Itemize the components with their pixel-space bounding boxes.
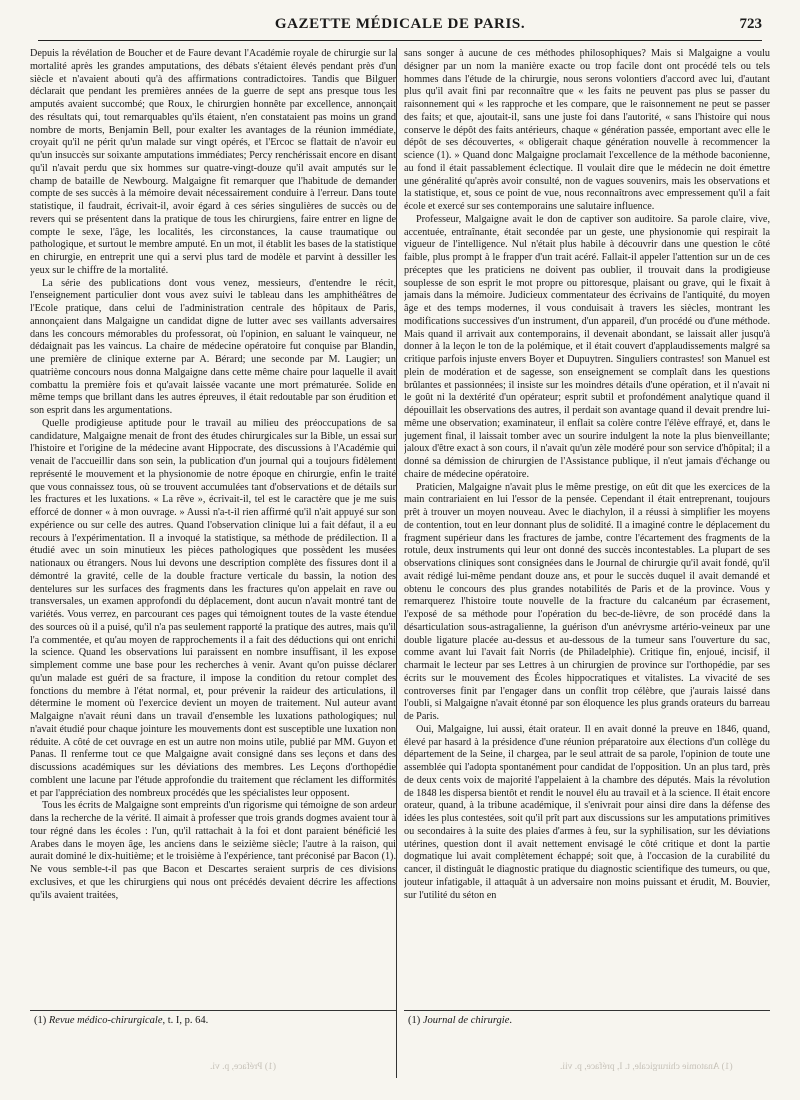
paragraph: Praticien, Malgaigne n'avait plus le même prestige, on eût dit que les exercices de la main contrariaient en lui l'essor de la pensée. Cependant il était entreprenant, toujours prêt à trouver un moyen nouveau. Avec le diachylon, il a réussi à simplifier les moyens de contention, tout en leur donnant plus de solidité. Il a imaginé contre le déplacement du fragment supérieur dans les fractures de jambe, contre l'écartement des fragments de la rotule, deux instruments qui leur ont donné des succès incontestables. La plupart de ses observations cliniques sont consignées dans le Journal de chirurgie qu'il avait fondé, qu'il avait rédigé lui-même pendant douze ans, et pour le succès duquel il avait demandé et obtenu le concours des plus grandes notabilités de Paris et de la province. Vous y remarquerez l'histoire toute nouvelle de la fracture du calcanéum par écrasement, l'exposé de sa méthode pour l'opération du bec-de-lièvre, de son procédé dans la désarticulation sous-astragalienne, la guérison d'un anévrysme artério-veineux par une double ligature placée au-dessus et au-dessous de la tumeur sans l'ouverture du sac, comme avant lui l'avait fait Norris (de Philadelphie). Critique fin, enjoué, incisif, il charmait le lecteur par ses Lettres à un chirurgien de province sur l'orthopédie, par ses écrits sur le mouvement des Écoles hippocratiques et vitalistes. La vivacité de ses controverses finit par l'engager dans un conflit trop célèbre, que j'aurais laissé dans l'oubli, si Malgaigne n'avait étonné par son éloquence les plus grands orateurs du barreau de Paris.: [404, 481, 770, 722]
running-header: [38, 14, 762, 41]
paragraph: Oui, Malgaigne, lui aussi, était orateur. Il en avait donné la preuve en 1846, quand, élevé par hasard à la présidence d'une réunion préparatoire aux élections d'un collège du département de la Seine, il chargea, par le seul attrait de sa parole, l'opinion de toute une assemblée qui l'adopta spontanément pour candidat de l'opposition. Un an plus tard, près de deux cents voix de majorité l'appelaient à la chambre des députés. Mais la révolution de 1848 les dispersa bientôt et rendit le nouvel élu au travail et à la science. Il était encore orateur, quand, à la tribune académique, il s'enivrait pour ainsi dire dans la défense des idées les plus contestées, soit qu'il prît part aux discussions sur les amputations primitives ou secondaires à la suite des plaies d'armes à feu, sur la syphilisation, sur les déviations utérines, question dont il avait nettement envisagé le côté critique et dont la partie dogmatique lui avait complètement échappé; soit que, à l'occasion de la curabilité du cancer, il distinguât le diagnostic pratique du diagnostic scientifique des tumeurs, ou que, jouteur infatigable, il attaquât à un adversaire non moins puissant et érudit, M. Bouvier, sur l'utilité du séton en: [404, 723, 770, 901]
footnote-source: Journal de chirurgie: [422, 1015, 510, 1026]
paragraph: Tous les écrits de Malgaigne sont empreints d'un rigorisme qui témoigne de son ardeur dans la recherche de la vérité. Il aimait à professer que trois grands dogmes avaient tour à tour régné dans les écoles : l'un, qu'il rattachait à la foi et dont paraient bénéficié les Arabes dans le moyen âge, les anciens dans le seizième siècle; l'autre à la raison, qui aurait dominé le dix-huitième; et le troisième à l'expérience, tant préconisé par Bacon (1). Ne vous semble-t-il pas que Bacon et Descartes seraient surpris de ces divisions exclusives, et que les chirurgiens qui nous ont précédés devaient décrire les affections qu'ils avaient traitées,: [30, 800, 396, 901]
paragraph: Professeur, Malgaigne avait le don de captiver son auditoire. Sa parole claire, vive, accentuée, entraînante, était secondée par un geste, une physionomie qui respirait la vigueur de l'intelligence. Nul n'était plus habile à découvrir dans une question le côté faible, plus prompt à le frapper d'un trait acéré. Fallait-il appeler l'attention sur un de ces préceptes que les praticiens ne doivent pas oublier, il trouvait dans la prodigieuse souplesse de son esprit le mot propre ou pittoresque, plaisant ou grave, qui le fixait à jamais dans la mémoire. Judicieux commentateur des écrivains de l'antiquité, du moyen âge et des temps modernes, il vous conduisait à travers les siècles, montrant les modifications successives d'un instrument, d'un appareil, d'un procédé ou d'une méthode. Mais quand il arrivait aux contemporains, il devenait abondant, se laissait aller jusqu'à donner à la leçon le ton de la polémique, et il était couvert d'applaudissements malgré sa critique parfois injuste envers Boyer et Dupuytren. Singuliers contrastes! son Manuel est plein de modération et de sagesse, son enseignement se complaît dans les questions brûlantes et passionnées; il insiste sur les moindres détails d'une opération, et il n'avait ni le goût ni la dextérité d'un opérateur; esprit subtil et profondément analytique quand il dépouillait les observations des autres, il perdait son avantage quand il devait prendre lui-même une observation; examinateur, il enflait sa colère contre l'élève effrayé, et, dans le jugement final, il laissait tomber avec un sourire indulgent la note la plus bienveillante; jaloux d'être exact à son cours, il n'avait qu'un zèle modéré pour son service d'hôpital; il a donné sa démission de chirurgien de l'Assistance publique, il n'eut jamais d'échange ou chaire de médecine opératoire.: [404, 213, 770, 480]
footnote-rule: [404, 1010, 770, 1011]
footnote-mark: (1): [34, 1015, 47, 1026]
bleed-through-text: (1) Anatomie chirurgicale, t. I, préface, p. vii.: [560, 1062, 733, 1072]
left-column: [30, 48, 396, 1003]
bleed-through-text: (1) Préface, p. vi.: [210, 1062, 276, 1072]
footnote-right: [408, 1015, 774, 1026]
paragraph: sans songer à aucune de ces méthodes philosophiques? Mais si Malgaigne a voulu désigner par un nom la manière exacte ou trop facile dont ont procédé tels ou tels hommes dans l'étude de la chirurgie, nous serons volontiers d'accord avec lui, d'autant plus qu'il avait fini par reconnaître que « les faits ne peuvent pas plus se passer du raisonnement qui « les rapproche et les compare, que le raisonnement ne peut se passer des faits; et que, ajoutait-il, sans une juste foi dans l'autorité, « sans l'histoire qui nous conserve le dépôt des faits antérieurs, chaque « génération passée, emportant avec elle le dépôt de ses découvertes, « obligerait chaque génération nouvelle à recommencer la science (1). » Quand donc Malgaigne proclamait l'excellence de la méthode baconienne, au fond il était passablement éclectique. Il voulait dire que le médecin ne doit émettre une généralité qu'après avoir consulté, non de vagues souvenirs, mais les observations et la statistique, et, sous ce point de vue, nous reconnaîtrons avec empressement qu'il a fait école et exercé sur ses contemporains une salutaire influence.: [404, 48, 770, 212]
paragraph: Quelle prodigieuse aptitude pour le travail au milieu des préoccupations de sa candidature, Malgaigne menait de front des études chirurgicales sur la Bible, un essai sur l'histoire et l'origine de la médecine avant Hippocrate, des discussions à l'Académie qui venait de l'accueillir dans son sein, la publication d'un journal qui a toujours fidèlement représenté le mouvement et la physionomie de notre époque en chirurgie, enfin le traité que vous connaissez tous, où se trouvent accumulées tant d'observations et de détails sur les fractures et les luxations. « La rêve », écrivait-il, tel est le caractère que je me suis efforcé de donner « à mon ouvrage. » Aussi n'a-t-il rien affirmé qu'il n'ait appuyé sur son expérience ou sur celle des autres. Quand l'observation clinique lui a fait défaut, il a eu recours à l'expérimentation. Il a invoqué la statistique, sa méthode de prédilection. Il a étudié avec un soin minutieux les pièces pathologiques que possèdent les musées nationaux ou étrangers. Nous lui devons une description complète des fissures dont il a démontré la gravité, celle de la double fracture verticale du bassin, la notion des dentelures sur les surfaces des fragments dans les fractures qu'on appelait en rave ou transversales, un examen approfondi du déplacement, dont aucun n'avait montré tant de variétés. Vous verrez, en parcourant ces pages qui témoignent toutes de la vaste étendue des sources où il a puisé, qu'il n'a pas seulement rapporté la pratique des autres, mais qu'il l'a commentée, et qu'au moyen de rapprochements il a fait des déductions qui ont enrichi la science. Quand les observations lui paraissent en nombre insuffisant, il les expose simplement comme une base pour les recherches à venir. Avant qu'on puisse déclarer qu'un malade est guéri de sa fracture, il impose la condition du retour complet des fonctions du membre à l'état normal, et, pour prévenir la raideur des articulations, il détermine le moment où l'exercice devient un moyen de traitement. Nul auteur avant Malgaigne n'avait réuni dans un travail d'ensemble les luxations pathologiques; nul n'avait étudié pour chaque jointure les mouvements dont est susceptible une luxation non réduite. A côté de cet ouvrage en est un autre non moins utile, publié par MM. Guyon et Panas. Il renferme tout ce que Malgaigne avait consigné dans ses leçons et dans des discussions académiques sur les déviations des membres. Les Leçons d'orthopédie comblent une lacune par l'étude approfondie du traitement que réclament les difformités et par l'appréciation des nombreux procédés que les spécialistes leur opposent.: [30, 417, 396, 799]
journal-title: GAZETTE MÉDICALE DE PARIS.: [274, 16, 526, 32]
footnote-ref: .: [509, 1015, 513, 1026]
footnote-mark: (1): [408, 1015, 421, 1026]
paragraph: Depuis la révélation de Boucher et de Faure devant l'Académie royale de chirurgie sur la mortalité après les grandes amputations, des débats s'étaient élevés pendant près d'un siècle et n'avaient abouti qu'à des affirmations contradictoires. Tandis que Bilguer déclarait que pendant les premières années de la guerre de sept ans presque tous les amputés avaient succombé; que Roux, le chirurgien honnête par excellence, annonçait des résultats qui, tout remarquables qu'ils étaient, n'en constataient pas moins un grand nombre de morts, Benjamin Bell, pour exalter les avantages de la réunion immédiate, croyait qu'il ne périt qu'un malade sur vingt opérés, et l'Ercoc se flattait de n'avoir eu qu'un insuccès sur soixante amputations immédiates; Percy renchérissait encore en disant qu'il n'avait perdu que six hommes sur quatre-vingt-douze qu'il avait amputés sur le champ de bataille de Newbourg. Malgaigne fit remarquer que l'habitude de demander compte de ses succès à la mémoire devait nécessairement conduire à l'erreur. Dans toute statistique, il faudrait, écrivait-il, avoir égard à ces séries singulières de succès ou de revers qui se présentent dans la pratique de tous les chirurgiens, faire entrer en ligne de compte le sexe, l'âge, les localités, les circonstances, la cause traumatique ou pathologique, et surtout le membre amputé. En un mot, il établit les bases de la statistique en chirurgie, en entreprit une qui a servi plus tard de modèle et parvint à dessiller les yeux sur le chiffre de la mortalité.: [30, 48, 396, 276]
column-divider: [396, 48, 397, 1078]
footnote-left: [34, 1015, 400, 1026]
footnote-ref: , t. I, p. 64.: [162, 1015, 209, 1026]
paragraph: La série des publications dont vous venez, messieurs, d'entendre le récit, l'enseignement particulier dont vous avez suivi le tableau dans les amphithéâtres de l'Ecole pratique, dans celui de l'administration centrale des hôpitaux de Paris, annonçaient dans Malgaigne un candidat digne de lutter avec ses vaillants adversaires dans les concours mémorables du professorat, où l'opinion, en saluant le vainqueur, ne dédaignait pas les vaincus. La chaire de médecine opératoire fut conquise par Blandin, une première de clinique externe par A. Bérard; une seconde par M. Laugier; un quatrième concours nous donna Malgaigne dans cette même chaire pour laquelle il avait combattu la première fois et qu'avait laissée vacante une mort prématurée. Solide en même temps que brillant dans les autres épreuves, il était redoutable par son érudition et son esprit dans les argumentations.: [30, 277, 396, 416]
page-number: 723: [739, 16, 762, 32]
footnote-source: Revue médico-chirurgicale: [48, 1015, 163, 1026]
right-column: [404, 48, 770, 1003]
footnote-rule: [30, 1010, 396, 1011]
